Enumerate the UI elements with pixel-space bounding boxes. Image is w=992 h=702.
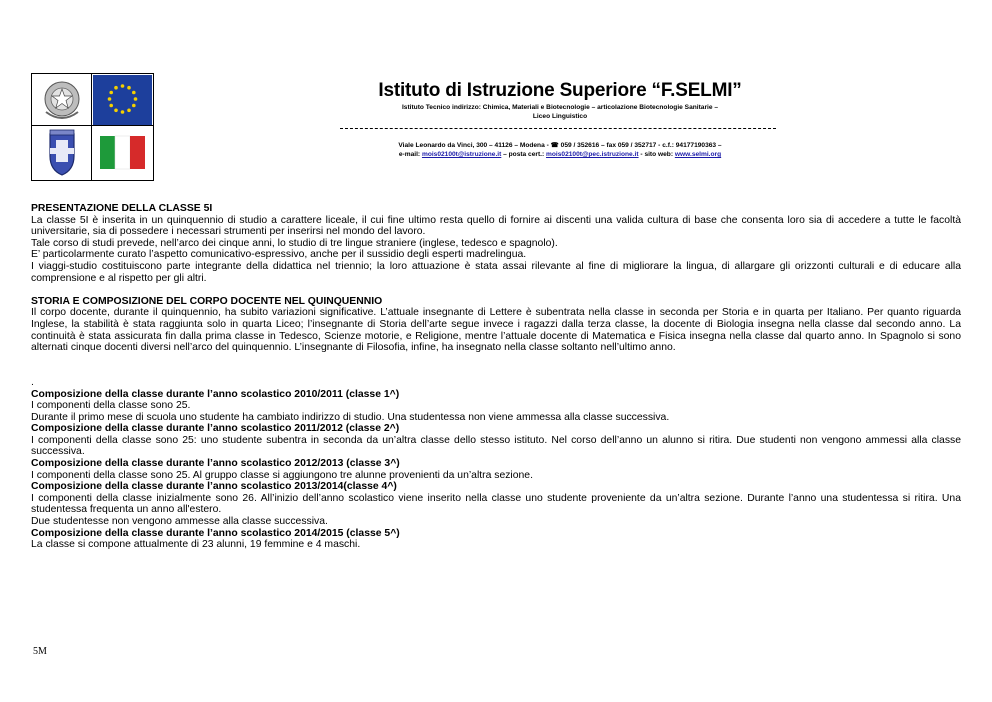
spacer <box>31 284 961 296</box>
year-line: I componenti della classe sono 25. Al gruppo classe si aggiungono tre alunne provenienti da un’altra sezione. <box>31 469 533 481</box>
year-heading: Composizione della classe durante l’anno scolastico 2010/2011 (classe 1^) <box>31 388 400 400</box>
spacer <box>31 354 961 366</box>
page-footer: 5M <box>33 646 47 657</box>
contact-line <box>340 150 780 159</box>
pec-label: – posta cert.: <box>501 151 547 158</box>
year-heading: Composizione della classe durante l’anno scolastico 2012/2013 (classe 3^) <box>31 458 400 470</box>
header-divider <box>340 128 776 129</box>
spacer <box>31 365 961 377</box>
year-line: I componenti della classe inizialmente sono 26. All’inizio dell’anno scolastico viene inserito nella classe uno studente proveniente da un’altra sezione. Durante l’anno una studentessa si ritira. Una studentessa frequenta un anno all'estero. <box>31 492 961 516</box>
section-heading-presentation: PRESENTAZIONE DELLA CLASSE 5I <box>31 203 213 214</box>
email-label: e-mail: <box>398 151 422 158</box>
logo-grid <box>31 73 154 181</box>
italian-emblem-icon <box>32 74 92 126</box>
year-line: Due studentesse non vengono ammesse alla classe successiva. <box>31 516 328 528</box>
year-line: I componenti della classe sono 25: uno studente subentra in seconda da un’altra classe dello stesso istituto. Nel corso dell’anno un alunno si ritira. Due studenti non vengono ammessi alla classe successiva. <box>31 434 961 458</box>
modena-crest-icon <box>32 126 92 180</box>
section-heading-faculty: STORIA E COMPOSIZIONE DEL CORPO DOCENTE NEL QUINQUENNIO <box>31 295 383 307</box>
eu-flag-icon <box>92 74 153 126</box>
paragraph: Il corpo docente, durante il quinquennio, ha subito variazioni significative. L’attuale insegnante di Lettere è subentrata nella classe in seconda per Storia e in quarta per Italiano. Per quanto riguarda Inglese, la stabilità è stata raggiunta solo in quarta Liceo; l’insegnante di Storia dell’arte segue invece i ragazzi dalla terza classe, la docente di Biologia insegna nella classe dal secondo anno. La continuità è stata assicurata fin dalla prima classe in Tedesco, Scienze motorie, e Religione, mentre l’attuale docente di Matematica e Fisica insegna nella classe dal quarto anno. In Spagnolo si sono alternati cinque docenti diversi nell’arco del quinquennio. L’insegnante di Filosofia, infine, ha insegnato nella classe soltanto nell’ultimo anno. <box>31 307 961 354</box>
institute-title: Istituto di Istruzione Superiore “F.SELMI” <box>378 80 742 101</box>
subtitle-line-2: Liceo Linguistico <box>532 113 588 120</box>
italian-flag-icon <box>92 126 153 180</box>
subtitle-line-1: Istituto Tecnico indirizzo: Chimica, Materiali e Biotecnologie – articolazione Biotecnologie Sanitarie – <box>401 104 719 111</box>
paragraph: Tale corso di studi prevede, nell’arco dei cinque anni, lo studio di tre lingue straniere (inglese, tedesco e spagnolo). <box>31 237 558 249</box>
year-heading: Composizione della classe durante l’anno scolastico 2013/2014(classe 4^) <box>31 481 397 493</box>
email-link[interactable]: mois02100t@istruzione.it <box>421 151 502 158</box>
institute-address <box>340 141 780 159</box>
paragraph: La classe 5I è inserita in un quinquennio di studio a carattere liceale, il cui fine ultimo resta quello di fornire ai discenti una valida cultura di base che consenta loro sia di accedere a tutte le facoltà universitarie, sia di possedere i necessari strumenti per inserirsi nel mondo del lavoro. <box>31 214 961 238</box>
institute-subtitle <box>340 103 780 121</box>
year-heading: Composizione della classe durante l’anno scolastico 2011/2012 (classe 2^) <box>31 423 400 435</box>
dot-mark: . <box>31 376 34 388</box>
year-line: Durante il primo mese di scuola uno studente ha cambiato indirizzo di studio. Una studentessa non viene ammessa alla classe successiva. <box>31 411 670 423</box>
year-heading: Composizione della classe durante l’anno scolastico 2014/2015 (classe 5^) <box>31 527 400 539</box>
year-line: I componenti della classe sono 25. <box>31 400 191 412</box>
paragraph: E’ particolarmente curato l’aspetto comunicativo-espressivo, anche per il sussidio degli esperti madrelingua. <box>31 249 527 261</box>
document-body <box>31 203 961 551</box>
paragraph: I viaggi-studio costituiscono parte integrante della didattica nel triennio; la loro attuazione è stata assai rilevante al fine di migliorare la lingua, di allargare gli orizzonti culturali e di educare alla comprensione e al rispetto per gli altri. <box>31 260 961 284</box>
web-link[interactable]: www.selmi.org <box>674 151 722 158</box>
address-line: Viale Leonardo da Vinci, 300 – 41126 – Modena - ☎ 059 / 352616 – fax 059 / 352717 - c.f.: 94177190363 – <box>398 142 722 149</box>
pec-link[interactable]: mois02100t@pec.istruzione.it <box>546 151 639 158</box>
year-line: La classe si compone attualmente di 23 alunni, 19 femmine e 4 maschi. <box>31 539 361 551</box>
web-label: - sito web: <box>638 151 675 158</box>
